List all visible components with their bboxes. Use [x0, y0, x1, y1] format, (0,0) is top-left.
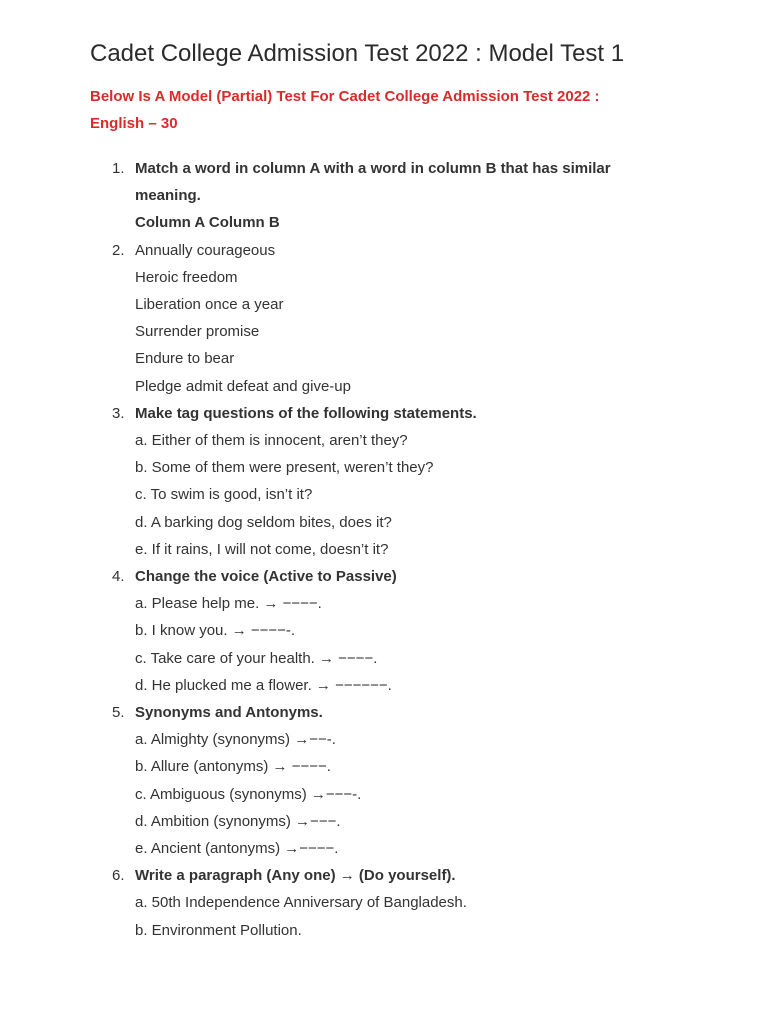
- item-number: 6.: [112, 867, 125, 885]
- question-heading: meaning.: [135, 187, 201, 205]
- question-line: a. Either of them is innocent, aren’t they?: [135, 432, 408, 450]
- question-line: b. Environment Pollution.: [135, 921, 302, 939]
- item-number: 5.: [112, 704, 125, 722]
- question-line: a. Almighty (synonyms) →−−-.: [135, 731, 336, 749]
- question-line: b. Allure (antonyms) → −−−−.: [135, 758, 331, 776]
- question-line: Surrender promise: [135, 323, 260, 341]
- list-item: [90, 400, 690, 563]
- question-line: b. I know you. → −−−−-.: [135, 622, 296, 640]
- question-line: Heroic freedom: [135, 268, 238, 286]
- question-line: b. Some of them were present, weren’t they?: [135, 459, 434, 477]
- question-line: d. Ambition (synonyms) →−−−.: [135, 812, 341, 830]
- item-number: 3.: [112, 404, 125, 422]
- question-line: Liberation once a year: [135, 296, 284, 314]
- question-line: c. To swim is good, isn’t it?: [135, 486, 313, 504]
- list-item: [90, 237, 690, 400]
- list-item: [90, 862, 690, 944]
- question-line: a. 50th Independence Anniversary of Bangladesh.: [135, 894, 467, 912]
- question-line: e. If it rains, I will not come, doesn’t it?: [135, 540, 389, 558]
- question-line: a. Please help me. → −−−−.: [135, 595, 322, 613]
- question-list: [90, 155, 690, 944]
- question-line: Pledge admit defeat and give-up: [135, 377, 351, 395]
- question-heading: Change the voice (Active to Passive): [135, 568, 397, 586]
- list-item: [90, 563, 690, 699]
- page-title: Cadet College Admission Test 2022 : Model Test 1: [90, 40, 625, 67]
- question-line: d. A barking dog seldom bites, does it?: [135, 513, 392, 531]
- item-number: 4.: [112, 568, 125, 586]
- question-heading: Match a word in column A with a word in column B that has similar: [135, 160, 611, 177]
- question-line: Annually courageous: [135, 241, 276, 259]
- question-heading: Synonyms and Antonyms.: [135, 704, 323, 722]
- question-line: c. Ambiguous (synonyms) →−−−-.: [135, 785, 362, 803]
- item-number: 2.: [112, 241, 125, 259]
- question-heading: Column A Column B: [135, 214, 280, 232]
- question-line: e. Ancient (antonyms) →−−−−.: [135, 840, 339, 858]
- question-line: c. Take care of your health. → −−−−.: [135, 649, 378, 667]
- item-number: 1.: [112, 160, 125, 177]
- list-item: [90, 699, 690, 862]
- question-heading: Write a paragraph (Any one) → (Do yourself).: [135, 867, 456, 885]
- list-item: [90, 155, 690, 237]
- question-line: Endure to bear: [135, 350, 235, 368]
- intro-text: Below Is A Model (Partial) Test For Cadet College Admission Test 2022 : English – 30: [90, 88, 600, 132]
- question-line: d. He plucked me a flower. → −−−−−−.: [135, 676, 392, 694]
- question-heading: Make tag questions of the following statements.: [135, 404, 477, 422]
